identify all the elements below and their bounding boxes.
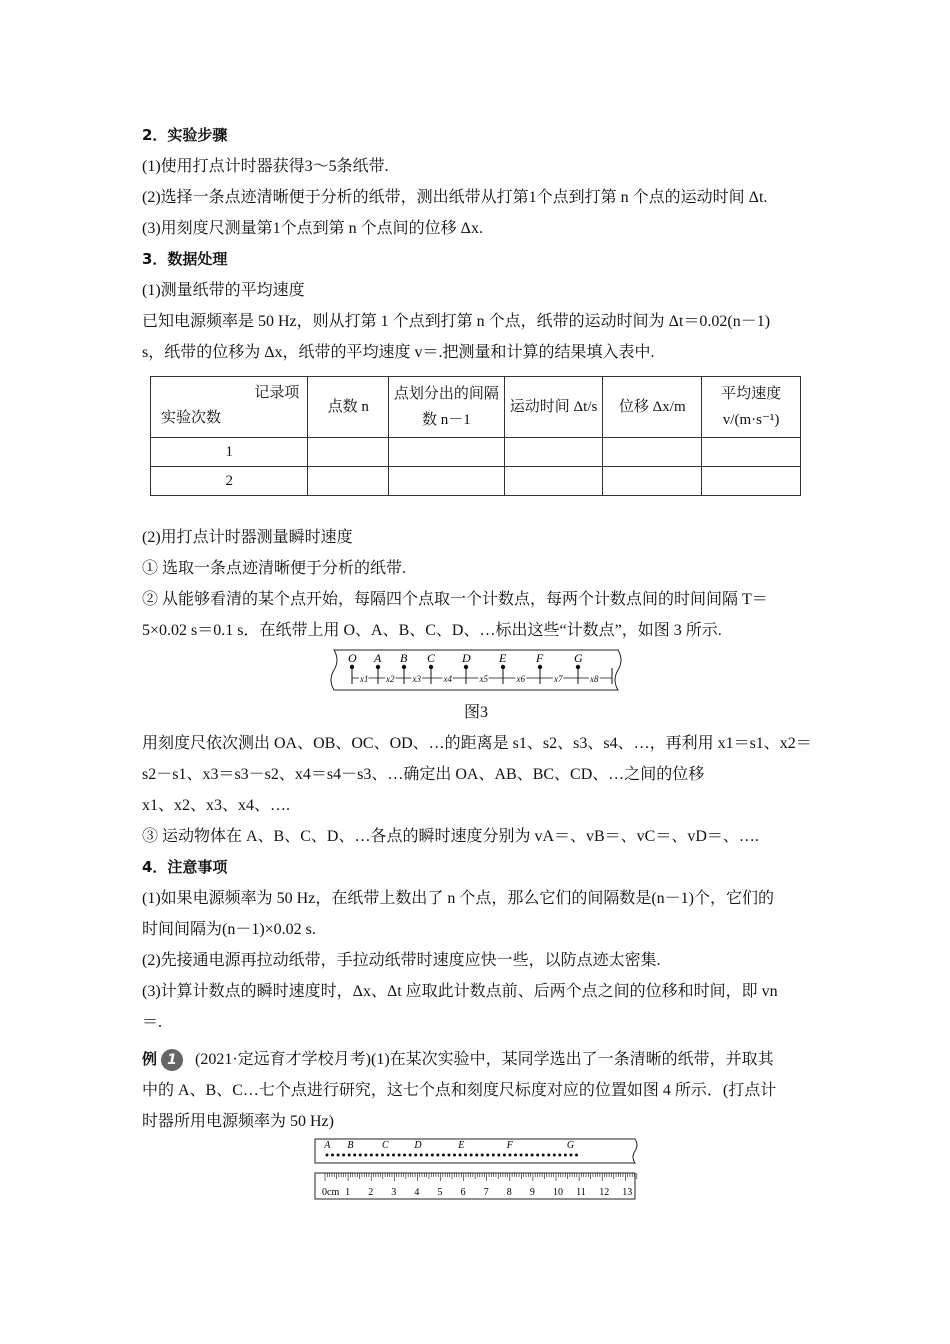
tape-dot	[331, 1154, 334, 1157]
ruler-tick-label: 6	[460, 1187, 466, 1198]
tape-dot	[459, 1154, 462, 1157]
tape-dot	[409, 1154, 412, 1157]
tape-point-label: F	[536, 651, 544, 665]
tape-dot	[525, 1154, 528, 1157]
table-cell	[389, 438, 505, 467]
tape-dot	[536, 1154, 539, 1157]
section-3-para-2b: s2－s1、x3＝s3－s2、x4＝s4－s3、…确定出 OA、AB、BC、CD、…之间的位移	[142, 766, 705, 783]
tape-point-label: O	[348, 651, 357, 665]
tape-dot	[547, 1154, 550, 1157]
tape-dot	[508, 1154, 511, 1157]
section-3-para-2c: x1、x2、x3、x4、….	[142, 797, 291, 814]
tape-point-label: E	[499, 651, 507, 665]
section-3-para-2a: 用刻度尺依次测出 OA、OB、OC、OD、…的距离是 s1、s2、s3、s4、…，再利用 x1＝s1、x2＝	[142, 735, 812, 752]
tape-dot	[564, 1154, 567, 1157]
record-table	[150, 376, 801, 496]
figure-3-caption: 图3	[463, 704, 488, 721]
tape-dot	[431, 1154, 434, 1157]
tape-point-label: E	[458, 1140, 465, 1151]
tape-dot	[481, 1154, 484, 1157]
table-header-cell: 点数 n	[308, 377, 389, 438]
example-number-badge: 1	[161, 1049, 183, 1071]
example-line-1	[142, 1044, 810, 1075]
tape-dot	[403, 1154, 406, 1157]
tape-point-label: B	[400, 651, 408, 665]
section-2-item-2: (2)选择一条点迹清晰便于分析的纸带，测出纸带从打第1个点到打第 n 个点的运动时间 Δt.	[142, 189, 768, 206]
tape-dot	[414, 1154, 417, 1157]
tape-dot	[420, 1154, 423, 1157]
ruler-tick-label: 12	[599, 1187, 610, 1198]
tape-dot	[392, 1154, 395, 1157]
tape-dot	[359, 1154, 362, 1157]
segment-label: x2	[386, 674, 395, 684]
section-3-step-1: ① 选取一条点迹清晰便于分析的纸带.	[142, 560, 407, 577]
ruler-tick-label: 8	[506, 1187, 512, 1198]
table-cell	[504, 467, 603, 496]
ruler-tick-label: 5	[437, 1187, 443, 1198]
table-cell	[308, 467, 389, 496]
ruler-tick-label: 0cm	[322, 1187, 340, 1198]
tape-dot	[386, 1154, 389, 1157]
section-2-item-1: (1)使用打点计时器获得3～5条纸带.	[142, 158, 389, 175]
tape-point-label: G	[566, 1140, 575, 1151]
ruler-tick-label: 7	[483, 1187, 489, 1198]
example-line-3: 时器所用电源频率为 50 Hz)	[142, 1113, 334, 1130]
example-label: 例	[142, 1050, 158, 1068]
tape-point-label: G	[574, 651, 583, 665]
tape-point-label: F	[506, 1140, 513, 1151]
tape-dot	[542, 1154, 545, 1157]
ruler-tick-label: 10	[553, 1187, 563, 1198]
section-4-item-1b: 时间间隔为(n－1)×0.02 s.	[142, 921, 316, 938]
ruler-tick-label: 2	[368, 1187, 374, 1198]
segment-label: x5	[479, 674, 488, 684]
tape-dot	[569, 1154, 572, 1157]
tape-dot	[497, 1154, 500, 1157]
segment-label: x1	[360, 674, 369, 684]
ruler-tick-label: 1	[345, 1187, 351, 1198]
segment-label: x6	[516, 674, 525, 684]
section-3-para-1b: s，纸带的位移为 Δx，纸带的平均速度 v＝.把测量和计算的结果填入表中.	[142, 344, 655, 361]
ruler-tick-label: 13	[622, 1187, 633, 1198]
section-3-heading: 3．数据处理	[142, 250, 228, 268]
tape-point-label: D	[414, 1140, 422, 1151]
section-4-item-3b: ＝.	[142, 1014, 163, 1031]
tape-dot	[553, 1154, 556, 1157]
tape-dot	[442, 1154, 445, 1157]
tape-dot	[398, 1154, 401, 1157]
section-4-item-3a: (3)计算计数点的瞬时速度时，Δx、Δt 应取此计数点前、后两个点之间的位移和时间，即 vn	[142, 983, 778, 1000]
table-corner-top: 记录项	[254, 385, 300, 401]
tape-point-label: C	[382, 1140, 389, 1151]
table-header-row	[151, 377, 801, 438]
table-row	[151, 467, 801, 496]
table-cell	[389, 467, 505, 496]
ruler-tick-label: 3	[391, 1187, 397, 1198]
segment-label: x8	[590, 674, 599, 684]
segment-label: x4	[443, 674, 452, 684]
tape-dot	[370, 1154, 373, 1157]
tape-dot	[486, 1154, 489, 1157]
table-header-cell: 运动时间 Δt/s	[504, 377, 603, 438]
section-3-step-2b: 5×0.02 s＝0.1 s．在纸带上用 O、A、B、C、D、…标出这些“计数点”，如图 3 所示.	[142, 622, 722, 639]
section-3-sub-2: (2)用打点计时器测量瞬时速度	[142, 529, 353, 546]
table-row-label: 1	[151, 438, 308, 467]
table-cell	[504, 438, 603, 467]
table-header-cell: 点划分出的间隔数 n－1	[389, 377, 505, 438]
segment-label: x7	[554, 674, 563, 684]
tape-dot	[425, 1154, 428, 1157]
tape-dot	[342, 1154, 345, 1157]
section-4-item-1a: (1)如果电源频率为 50 Hz，在纸带上数出了 n 个点，那么它们的间隔数是(n－1)个，它们的	[142, 890, 774, 907]
section-3-step-2a: ② 从能够看清的某个点开始，每隔四个点取一个计数点，每两个计数点间的时间间隔 T＝	[142, 591, 768, 608]
figure-4-tape-ruler	[311, 1137, 641, 1201]
section-2-heading: 2．实验步骤	[142, 126, 228, 144]
tape-dot	[503, 1154, 506, 1157]
table-corner-cell	[151, 377, 308, 438]
ruler-tick-label: 4	[414, 1187, 420, 1198]
ruler-tick-label: 9	[529, 1187, 535, 1198]
tape-dot	[381, 1154, 384, 1157]
section-3-para-1a: 已知电源频率是 50 Hz，则从打第 1 个点到打第 n 个点，纸带的运动时间为 Δt＝0.02(n－1)	[142, 313, 771, 330]
tape-point-label: D	[462, 651, 471, 665]
tape-dot	[558, 1154, 561, 1157]
ruler-tick-label: 11	[576, 1187, 586, 1198]
segment-label: x3	[412, 674, 421, 684]
table-corner-bottom: 实验次数	[161, 410, 222, 426]
tape-dot	[447, 1154, 450, 1157]
tape-dot	[375, 1154, 378, 1157]
table-cell	[603, 467, 702, 496]
example-text-1: (2021·定远育才学校月考)(1)在某次实验中，某同学选出了一条清晰的纸带，并取其	[195, 1051, 774, 1068]
section-4-heading: 4．注意事项	[142, 858, 228, 876]
section-3-step-3: ③ 运动物体在 A、B、C、D、…各点的瞬时速度分别为 vA＝、vB＝、vC＝、vD＝、….	[142, 828, 759, 845]
table-header-cell: 平均速度 v/(m·s⁻¹)	[702, 377, 801, 438]
table-cell	[308, 438, 389, 467]
tape-dot	[326, 1154, 329, 1157]
tape-dot	[470, 1154, 473, 1157]
tape-dot	[575, 1154, 578, 1157]
document-page	[142, 120, 810, 1201]
tape-dot	[348, 1154, 351, 1157]
tape-dot	[520, 1154, 523, 1157]
tape-dot	[475, 1154, 478, 1157]
tape-point-label: B	[347, 1140, 354, 1151]
tape-dot	[464, 1154, 467, 1157]
tape-dot	[353, 1154, 356, 1157]
table-cell	[702, 438, 801, 467]
table-cell	[603, 438, 702, 467]
tape-point-label: A	[374, 651, 382, 665]
table-row	[151, 438, 801, 467]
tape-dot	[436, 1154, 439, 1157]
table-cell	[702, 467, 801, 496]
tape-point-label: A	[324, 1140, 331, 1151]
section-3-sub-1: (1)测量纸带的平均速度	[142, 282, 305, 299]
tape-dot	[531, 1154, 534, 1157]
tape-dot	[492, 1154, 495, 1157]
tape-dot	[364, 1154, 367, 1157]
tape-dot	[453, 1154, 456, 1157]
section-4-item-2: (2)先接通电源再拉动纸带，手拉动纸带时速度应快一些，以防点迹太密集.	[142, 952, 661, 969]
section-2-item-3: (3)用刻度尺测量第1个点到第 n 个点间的位移 Δx.	[142, 220, 483, 237]
table-row-label: 2	[151, 467, 308, 496]
tape-point-label: C	[427, 651, 436, 665]
tape-dot	[337, 1154, 340, 1157]
tape-dot	[514, 1154, 517, 1157]
table-header-cell: 位移 Δx/m	[603, 377, 702, 438]
example-line-2: 中的 A、B、C…七个点进行研究，这七个点和刻度尺标度对应的位置如图 4 所示．(打点计	[142, 1082, 777, 1099]
figure-3-tape	[326, 646, 626, 694]
